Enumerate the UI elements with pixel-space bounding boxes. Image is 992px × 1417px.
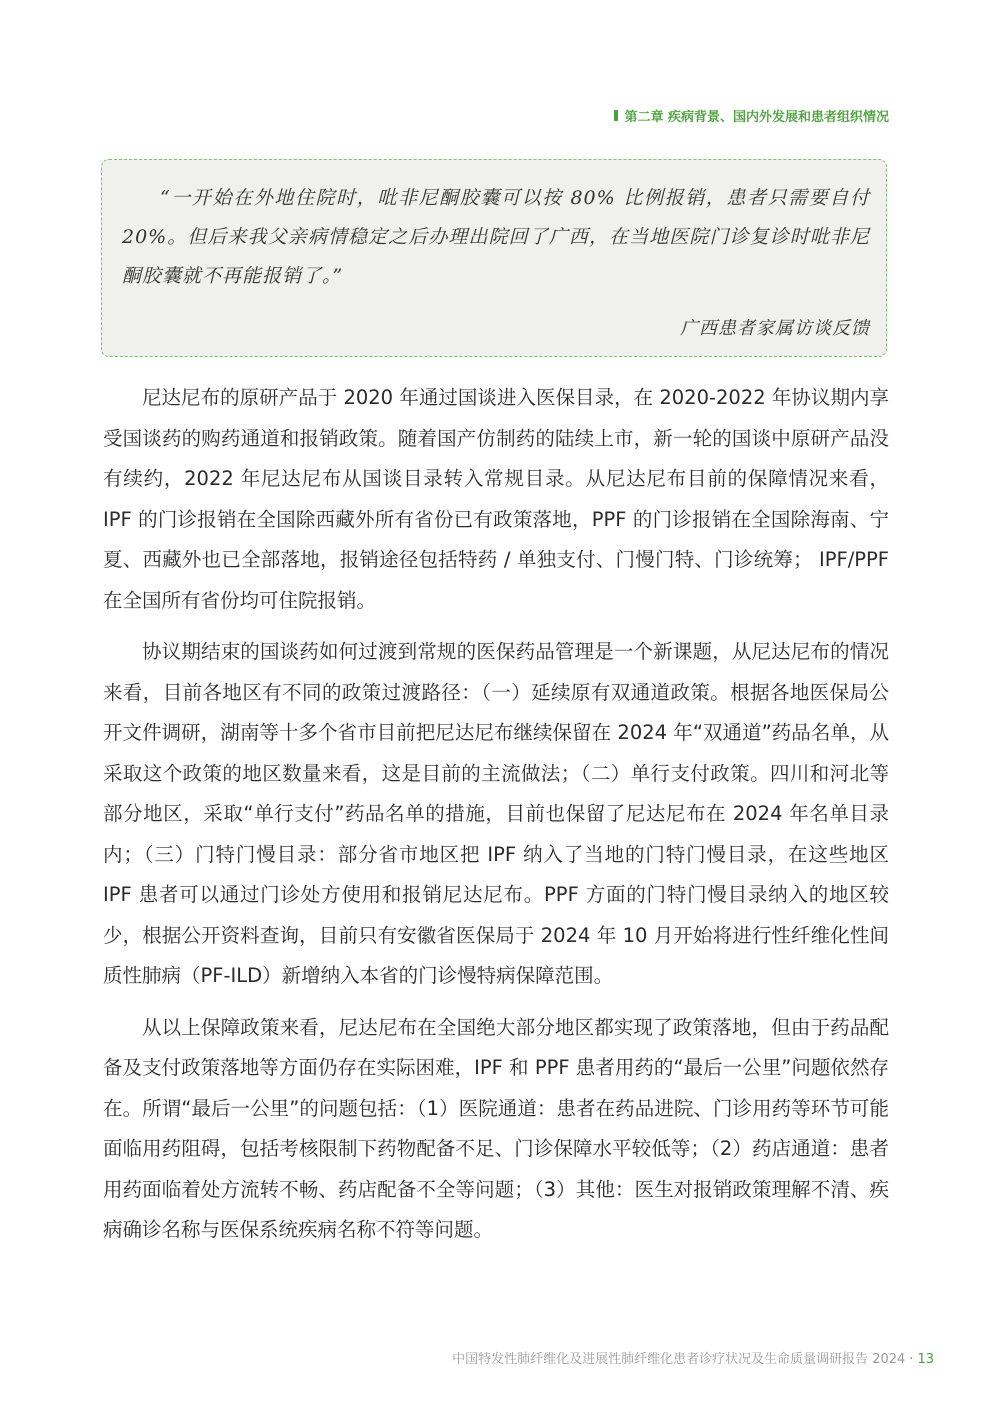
quote-text: “一开始在外地住院时，吡非尼酮胶囊可以按 80% 比例报销，患者只需要自付 20%。但后来我父亲病情稳定之后办理出院回了广西，在当地医院门诊复诊时吡非尼酮胶囊就不再能报销了。”	[122, 187, 870, 287]
page-footer	[452, 1348, 934, 1367]
chapter-marker	[614, 110, 618, 121]
chapter-header	[614, 106, 889, 125]
interview-quote-box	[101, 159, 887, 357]
paragraph: 尼达尼布的原研产品于 2020 年通过国谈进入医保目录，在 2020-2022 年协议期内享受国谈药的购药通道和报销政策。随着国产仿制药的陆续上市，新一轮的国谈中原研产品没有续约，2022 年尼达尼布从国谈目录转入常规目录。从尼达尼布目前的保障情况来看，IPF 的门诊报销在全国除西藏外所有省份已有政策落地，PPF 的门诊报销在全国除海南、宁夏、西藏外也已全部落地，报销途径包括特药 / 单独支付、门慢门特、门诊统筹； IPF/PPF 在全国所有省份均可住院报销。	[103, 386, 889, 612]
footer-separator: ·	[909, 1352, 914, 1367]
paragraph: 协议期结束的国谈药如何过渡到常规的医保药品管理是一个新课题，从尼达尼布的情况来看，目前各地区有不同的政策过渡路径：（一）延续原有双通道政策。根据各地医保局公开文件调研，湖南等十多个省市目前把尼达尼布继续保留在 2024 年“双通道”药品名单，从采取这个政策的地区数量来看，这是目前的主流做法；（二）单行支付政策。四川和河北等部分地区，采取“单行支付”药品名单的措施，目前也保留了尼达尼布在 2024 年名单目录内；（三）门特门慢目录：部分省市地区把 IPF 纳入了当地的门特门慢目录，在这些地区 IPF 患者可以通过门诊处方使用和报销尼达尼布。PPF 方面的门特门慢目录纳入的地区较少，根据公开资料查询，目前只有安徽省医保局于 2024 年 10 月开始将进行性纤维化性间质性肺病（PF-ILD）新增纳入本省的门诊慢特病保障范围。	[103, 640, 889, 987]
body-text	[103, 378, 889, 1262]
chapter-title: 第二章 疾病背景、国内外发展和患者组织情况	[624, 110, 889, 125]
report-title: 中国特发性肺纤维化及进展性肺纤维化患者诊疗状况及生命质量调研报告 2024	[452, 1352, 906, 1367]
paragraph: 从以上保障政策来看，尼达尼布在全国绝大部分地区都实现了政策落地，但由于药品配备及支付政策落地等方面仍存在实际困难，IPF 和 PPF 患者用药的“最后一公里”问题依然存在。所谓“最后一公里”的问题包括：（1）医院通道：患者在药品进院、门诊用药等环节可能面临用药阻碍，包括考核限制下药物配备不足、门诊保障水平较低等；（2）药店通道：患者用药面临着处方流转不畅、药店配备不全等问题；（3）其他：医生对报销政策理解不清、疾病确诊名称与医保系统疾病名称不符等问题。	[103, 1015, 889, 1241]
page-number: 13	[917, 1352, 934, 1367]
quote-source: 广西患者家属访谈反馈	[680, 318, 870, 339]
